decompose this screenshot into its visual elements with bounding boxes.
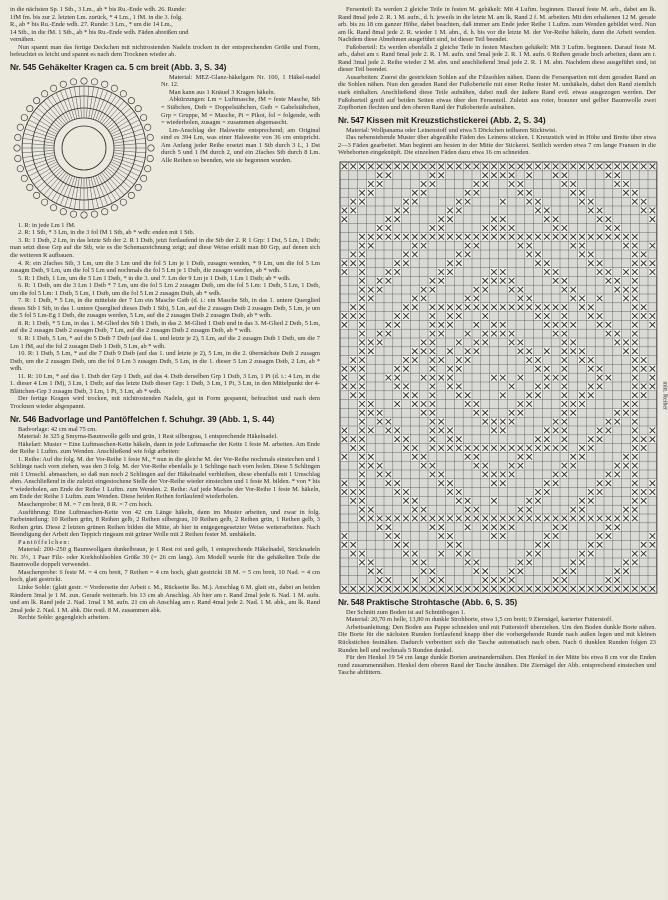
badvorlage-text — [10, 426, 320, 622]
kissen-instructions: Das nebenstehende Muster über abgezählte Fäden des Leinens sticken. 1 Kreuzstich wird in Höhe und Breite über etwa 2—3 Fäden gearbeitet. Man beginnt am besten in der Mitte der Stickerei. Seitlich werden etwa 7 cm lange Fransen in die Webeborten eingeknüpft. Die einzelnen Fäden dazu etwa 16 cm schneiden. — [338, 134, 656, 157]
row-instruction: 5. R: 1 Dstb, 1 Lm, um die 5 Lm 1 Dstb, * in die 3. und 7. Lm der 9 Lm je 1 Dstb, 1 Lm 1 Dstb; ab * wdh. — [18, 274, 291, 282]
stroh-paragraph: Für den Henkel 19 54 cm lange dunkle Borten aneinandernähen. Den Henkel in der Mitte bis etwa 8 cm vor die Enden rund zusammennähen. Henkel dem oberen Rand der Tasche ännähen. Die Ziernägel der Abb. entsprechend einstechen und Tasche abfüttern. — [338, 654, 656, 677]
intro-line: 1fM fm. bis zur 2. letzten Lm. zurück, * 4 Lm., 1 fM. in die 3. folg. — [10, 13, 183, 21]
bad-paragraph: Rechte Sohle: gegengleich arbeiten. — [18, 614, 110, 622]
fussoberteil-paragraph: Fußoberteil: Es werden ebenfalls 2 gleiche Teile in festen Maschen gehäkelt: Mit 3 Luftm. beginnen. Darauf feste M. arb., dabei am r. Rand 6mal jede 2. R. 1 M. aufn. und 5mal jede 2. R. 1 M. aufn. 6 Reihen gerade hoch arbeiten, dann am r. Rand 3mal jede 2. Reihe wieder 2 M. abn. und anschließend 3mal jede 2. R. 1 M. abn. Nachdem diese ausgeführt sind, ist dieser Teil beendet. — [338, 43, 656, 74]
collar-section — [10, 74, 320, 222]
crochet-collar-icon — [10, 74, 158, 222]
intro-line: R., ab * bis Ru.-Ende wdh. 27. Runde: 3 Lm., * um die 14 Lm., — [10, 21, 173, 29]
intro-line: 14 Stb., in die fM. 1 Stb., ab * bis Ru.-Ende wdh. Fäden abreißen und — [10, 28, 189, 36]
right-column — [338, 6, 668, 677]
row-instruction: 7. R: 1 Dstb, * 5 Lm, in die mittelste der 7 Lm ein Masche Gstb (d. i.: ein Masche Stb, in das 1. untere Querglied dieses Stb 1 Stb, in das 1. untere Querglied dieses Dstb 1 Stb), 5 Lm, auf die 2 zusagm Dstb 2 zusagm Dstb, 5 Lm, je um die 5 fol 5 Lm-Eg 1 Dstb, die zusagm werden, 5 Lm, auf die 2 zusagm Dstb 2 zusagm Dstb, ab * wdh. — [10, 297, 320, 320]
row-instruction: 8. R: 1 Dstb, * 5 Lm, in das 1. M-Glied des Stb 1 Dstb, in das 2. M-Glied 1 Dstb und in das 3. M-Glied 2 Dstb, 5 Lm, auf die 2 zusagm Dstb 2 zusagm Dstb, 7 Lm, auf die 2 zusagm Dstb 2 zusagm Dstb, ab * wdh. — [10, 319, 320, 335]
row-instruction: 4. R: ein 2faches Stb, 3 Lm, um die 3 Lm und die fol 5 Lm je 1 Dstb, zusagm wenden, * 9 Lm, um die fol 5 Lm zusagm Dstb, 9 Lm, um die fol 5 Lm und nochmals die fol 5 Lm je 1 Dstb, die zusagm werden, ab * wdh. — [10, 259, 320, 275]
cross-stitch-chart — [338, 160, 668, 593]
heading-546-number: Nr. 546 — [10, 413, 37, 424]
heading-547-number: Nr. 547 — [338, 114, 365, 125]
heading-548 — [338, 597, 656, 608]
image-credit: mitt. Reiher — [662, 381, 668, 410]
row-instruction: 2. R: 1 Stb, * 3 Lm, in die 3 fol fM 1 Stb, ab * wdh: enden mit 1 Stb. — [18, 229, 195, 237]
heading-548-ref: (Abb. 6, S. 35) — [461, 596, 518, 607]
row-instruction: 3. R: 1 Dstb, 2 Lm, in das letzte Stb der 2. R 1 Dstb, jetzt fortlaufend in die Stb der 2. R 1 Grp: 1 Dst, 5 Lm, 1 Dstb; man setzt diese Grp auf die Stb, wie es die Schemazeichnung zeigt; auf diese Weise erhält man 80 Grp, auf denen sich die weiteren R aufbauen. — [10, 236, 320, 260]
stroh-paragraph: Material: 20,70 m helle, 13,80 m dunkle Strohborte, etwa 1,5 cm breit; 9 Ziernägel, karierter Futterstoff. — [346, 616, 613, 624]
collar-material: Material: MEZ-Glanz-häkelgarn Nr. 100, 1 Häkel-nadel Nr. 12. — [161, 73, 320, 89]
bad-paragraph: Ausführung: Eine Luftmaschen-Kette von 42 cm Länge häkeln, dann im Muster arbeiten, und zwar in folg. Farbeinteilung: 10 Reihen grün, 8 Reihen gelb, 2 Reihen silbergrau, 10 Reihen gelb, 2 Reihen grün, 1 Reihen gelb, 3 Reihen grün. Diese 2 letzten grünen Reihen bilden die Mitte, ab hier in entgegengesetzter Weise weiterarbeiten. Nach Beendigung der Arbeit den Teppich ringsum mit grüner Wolle mit 2 Reihen fester M. umhäkeln. — [10, 508, 320, 539]
bad-paragraph: 1. Reihe: Auf die folg. M. der Vor-Reihe 1 feste M., * nun in die gleiche M. der Vor-Reihe nochmals einstechen und 1 Schlinge nach vorn ziehen, was den 3 folg. M. der Vor-Reihe ebenfalls je 1 Schlinge nach vorn holen. Diese 5 Schlingen mit 1 Umschl. abmaschen, so daß nun noch 2 Schlingen auf der Häkelnadel verbleiben, diese ebenfalls mit 1 Umschlag abm. Anschließend in die zuletzt eingestochene Stelle der Vor-Reihe wieder einstechen und 1 feste M. bilden. * von * bis * wiederholen, am Ende der Reihe 1 Luftm. zum Wenden. 2. Reihe: Auf jede Masche der Vor-Reihe 1 feste M. häkeln, am Ende der Reihe 1 Luftm. zum Wenden. Diese beiden Reihen fortlaufend wiederholen. — [10, 455, 320, 501]
ausarbeiten-paragraph: Ausarbeiten: Zuerst die gestrickten Sohlen auf die Filzsohlen nähen. Dann die Fersenpartien mit dem geraden Rand an die Sohlen nähen. Nun den geraden Rand der Fußoberteile mit einer Reihe fester M. umhäkeln, dabei den Rand ziemlich stark einhalten. Anschließend diese Teile aufnähen, dabei muß der äußere Rand evtl. etwas ausgezogen werden. Der Fußoberteil greift auf beiden Seiten etwas über den Fersenteil. Zuletzt aus roter, brauner und gelber Baumwolle zwei Zopfborten flechten und den oberen Rand der Fußoberteile aufnähen. — [338, 73, 656, 112]
bad-paragraph: Pantöffelchen: — [18, 538, 71, 546]
crochet-collar-diagram — [10, 74, 158, 222]
fersenteil-paragraph: Fersenteil: Es werden 2 gleiche Teile in festen M. gehäkelt: Mit 4 Luftm. beginnen. Darauf feste M. arb., dabei am lk. Rand 8mal jede 2. R. 1 M. aufn., d. h. jeweils in die letzte M. am lk. Rand 2 f. M. arbeiten. Mit den erhaltenen 12 M. gerade arb. bis zu 18 cm ganzer Höhe, dabei beachten, daß immer am Ende jeder Reihe 1 Luftm. zum Wenden gebildet wird. Nun am lk. Rand 8mal jede 2. R. wieder 1 M. abn., d. h. bis vor die letzte M. der Vor-Reihe häkeln, dann die Arbeit wenden. Nachdem diese Abnehmen ausgeführt sind, ist dieser Teil beendet. — [338, 6, 656, 44]
heading-546-title: Badvorlage und Pantöffelchen f. Schuhgr. 39 — [38, 413, 217, 424]
left-column — [10, 6, 320, 622]
bad-paragraph: Material: 200–250 g Baumwollgarn dunkelbraun, je 1 Rest rot und gelb, 1 entsprechende Häkelnadel, Stricknadeln Nr. 3½, 1 Paar Filz- oder Korkhohlsohlen Größe 39 (= 26 cm lang). Am Modell wurde für die gehäkelten Teile die Baumwolle doppelt verwendet. — [10, 546, 320, 569]
row-instruction: 10. R: 1 Dstb, 5 Lm, * auf die 7 Dstb 9 Dstb (auf das 1. und letzte je 2), 5 Lm, in die 2. übernächste Dstb 2 zusagm Dstb, um die 2 zusagm Dstb, um die fol 9 Lm 3 zusagm Dstb, 5 Lm, in die 1. dieser 5 Lm 2 zusagm Dstb, 2 Lm, ab * wdh. — [10, 350, 320, 373]
heading-546 — [10, 414, 320, 425]
heading-546-ref: (Abb. 1, S. 44) — [218, 413, 275, 424]
bad-paragraph: Häkelart: Muster = Eine Luftmaschen-Kette häkeln, dann in jede Luftmasche der Kette 1 feste M. arbeiten. Am Ende der Reihe 1 Luftm. zum Wenden. Anschließend wie folgt arbeiten: — [10, 440, 320, 456]
row-instruction: 6. R: 1 Dstb, um die 3 Lm 1 Dstb * 7 Lm, um die fol 5 Lm 2 zusagm Dstb, um die fol 5 Lm: 1 Dstb, 5 Lm, 1 Dstb, um die fol 5 Lm: 1 Dstb, 5 Lm, 1 Dstb, um die fol 5 Lm 2 zusagm Dstb, ab * wdh. — [10, 282, 320, 297]
bad-paragraph: Material: Je 325 g Smyrna-Baumwolle gelb und grün, 1 Rest silbergrau, 1 entsprechende Häkelnadel. — [18, 433, 278, 441]
intro-line: in die nächsten Sp. 1 Stb., 3 Lm., ab * bis Ru.-Ende wdh. 26. Runde: — [10, 6, 187, 13]
row-instruction: 1. R: in jede Lm 1 fM. — [18, 221, 76, 229]
cross-stitch-icon — [338, 160, 656, 593]
heading-545-ref: (Abb. 3, S. 34) — [171, 61, 227, 72]
collar-yield: Man kann aus 1 Knäuel 3 Kragen häkeln. — [169, 88, 276, 96]
heading-547-ref: (Abb. 2, S. 34) — [490, 114, 546, 125]
heading-547-title: Kissen mit Kreuzstichstickerei — [366, 114, 488, 125]
stroh-paragraph: Arbeitsanleitung: Den Boden aus Pappe schneiden und mit Futterstoff überziehen. Um den Boden dunkle Borte nähen. Die Borte für die nächsten Runden fortlaufend knapp über die vorhergehende Runde nach außen legen und mit kleinen Rückstichen festnähen. Dadurch verbreitert sich die Tasche automatisch nach oben. Nach 6 dunklen Runden folgen 23 Runden hell und nochmals 5 Runden dunkel. — [338, 623, 656, 654]
heading-548-number: Nr. 548 — [338, 596, 365, 607]
heading-547 — [338, 115, 656, 126]
intro-line: vernähen. — [10, 36, 36, 44]
heading-545-title: Gehäkelter Kragen ca. 5 cm breit — [38, 61, 169, 72]
collar-rows — [10, 222, 320, 411]
kissen-material: Material: Wollpanama oder Leinenstoff und etwa 5 Döckchen teilbaren Sticktwist. — [346, 126, 557, 134]
row-instruction: 11. R: 10 Lm, * auf das 1. Dstb der Grp 1 Dstb, auf das 4. Dstb derselben Grp 1 Dstb, 3 Lm, 1 Pi (d. i.: 4 Lm, in die 1. dieser 4 Lm 1 fM), 3 Lm, 1 Dstb; auf das letzte Dstb dieser Grp: 1 Dstb, 3 Lm, 1 Pi, 3 Lm, in den Mittelpunkt der 4-Blättchen-Grp 3 zusagm Dstb, 3 Lm, 1 Pi, 3 Lm, ab * wdh. — [10, 372, 320, 395]
intro-paragraph: Nun spannt man das fertige Deckchen mit nichtrostenden Nadeln trocken in der entsprechenden Größe und Form, befeuchtet es leicht und spannt es nach dem Trocknen wieder ab. — [10, 43, 320, 59]
heading-548-title: Praktische Strohtasche — [366, 596, 460, 607]
bad-paragraph: Badvorlage: 42 cm mal 75 cm. — [18, 425, 97, 433]
stroh-paragraph: Der Schnitt zum Boden ist auf Schnittbogen 1. — [346, 608, 466, 616]
heading-545-number: Nr. 545 — [10, 61, 37, 72]
collar-instructions: Lm-Anschlag der Halsweite entsprechend; am Original sind es 394 Lm, was einer Halsweite von 36 cm entspricht. Am Anfang jeder Reihe ersetzt man 1 Stb durch 3 L, 1 Dst durch 5 und 1 fM durch 2, und ein 2faches Stb durch 8 Lm. Alle Reihen so beenden, wie sie begonnen wurden. — [161, 126, 320, 164]
row-instruction: 9. R: 1 Dstb, 5 Lm, * auf die 5 Dstb 7 Dstb (auf das 1. und letzte je 2), 5 Lm, auf die 2 zusagm Dstb 1 Dstb, um die 7 Lm 1 fM, auf die fol 2 zusagm Dstb 1 Dstb, 5 Lm, ab * wdh. — [10, 335, 320, 350]
collar-text — [158, 74, 320, 222]
collar-abbreviations: Abkürzungen: Lm = Luftmasche, fM = feste Masche, Stb = Stäbchen, Dstb = Doppelstäbchen, Gstb = Gabelstäbchen, Grp = Gruppe, M = Masche, Pi = Pikot, fol = folgende, wdh = wiederholen, zusagm = zusammen abgemascht. — [161, 96, 320, 127]
intro-lines — [10, 6, 320, 44]
row-instruction: Der fertige Kragen wird trocken, mit nichtrostenden Nadeln, gut in Form gespannt, befeuchtet und nach dem Trocknen wieder abgespannt. — [10, 395, 320, 410]
bad-paragraph: Linke Sohle: (glatt gestr. = Vorderseite der Arbeit r. M., Rückseite lks. M.). Anschlag 6 M. glatt str., dabei an beiden Rändern 3mal je 1 M. zun. Gerade weiterarb. bis 13 cm ab Anschlag. Ab hier am r. Rand 2mal jede 6. Nad. 1 M. aufn. und am lk. Rand jede 2. Nad. 1mal 1 M. aufn. 21 cm ab Anschlag am r. Rand 4mal jede 2. Nad. 1 M. abk., am lk. Rand 2mal jede 2. Nad. 1 M. abk. Die restl. 8 M. zusammen abk. — [10, 583, 320, 614]
bad-paragraph: Maschenprobe: 8 M. = 7 cm breit, 8 R. = 7 cm hoch. — [18, 500, 153, 508]
heading-545 — [10, 62, 320, 73]
bad-paragraph: Maschenprobe: 6 feste M. = 4 cm breit, 7 Reihen = 4 cm hoch, glatt gestrickt 18 M. = 5 cm breit, 10 Nad. = 4 cm hoch, glatt gestrickt. — [10, 568, 320, 584]
